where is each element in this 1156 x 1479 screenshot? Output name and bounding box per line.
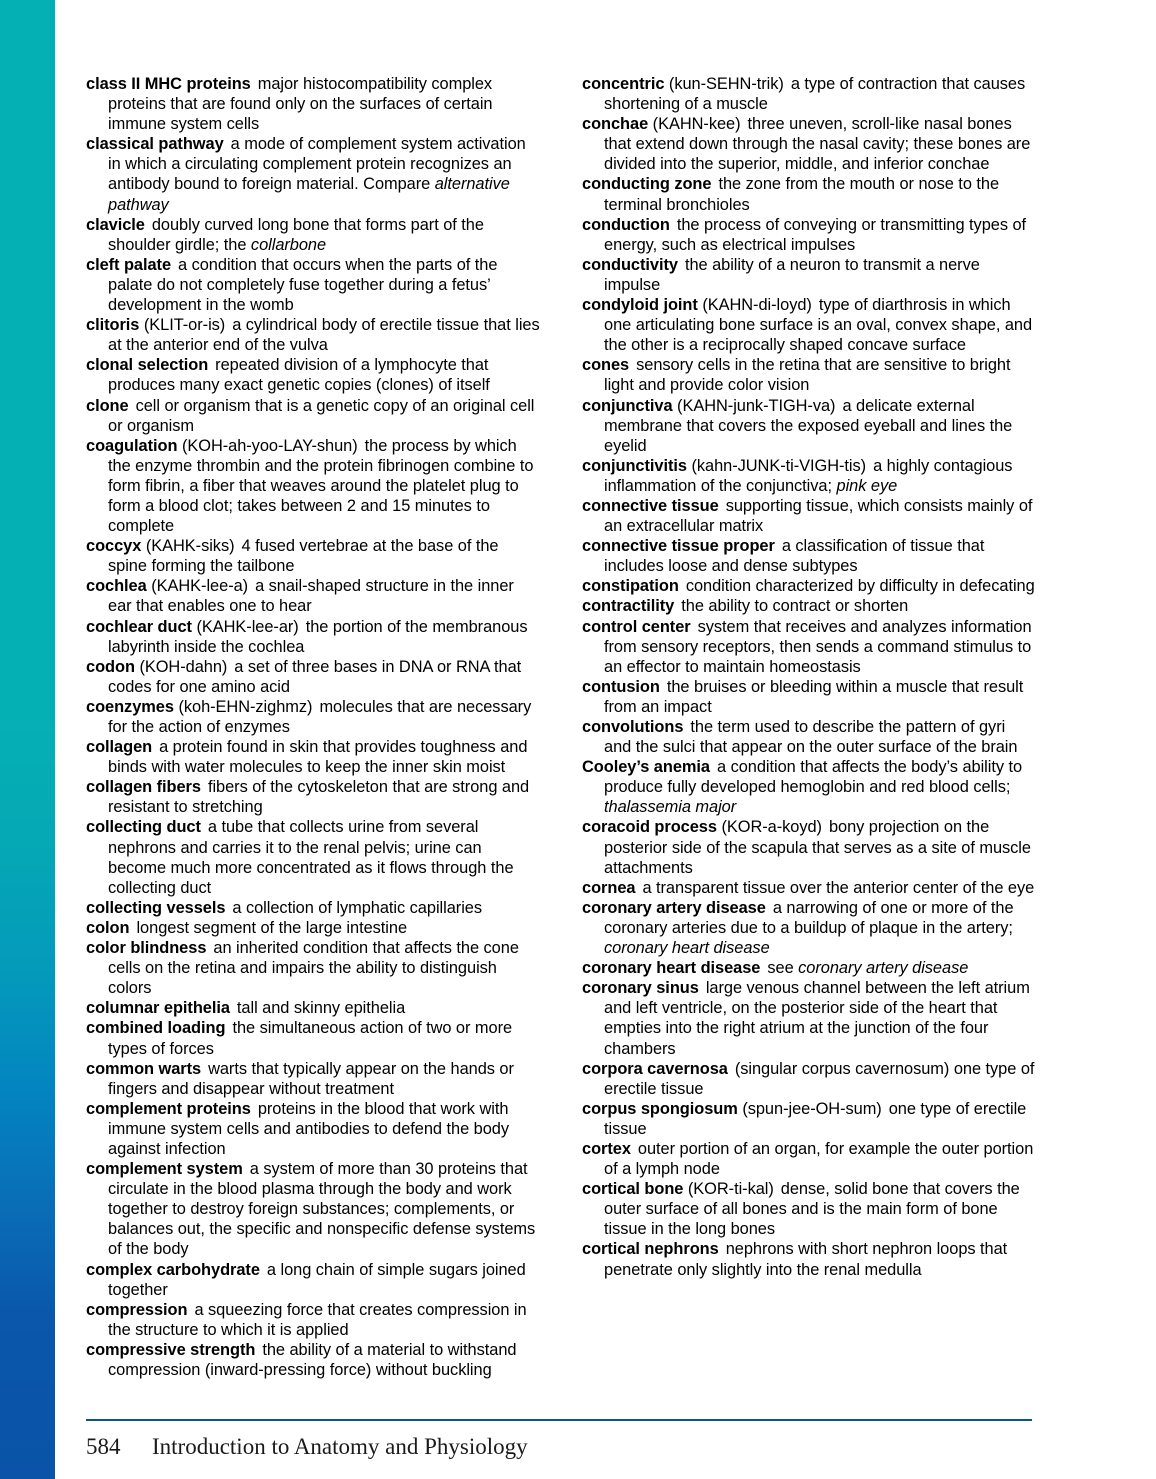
glossary-definition: a classification of tissue that includes loose and dense subtypes — [604, 537, 985, 576]
glossary-definition: a squeezing force that creates compression in the structure to which it is applied — [108, 1300, 527, 1339]
glossary-definition: a narrowing of one or more of the coronary arteries due to a buildup of plaque in the artery; — [604, 898, 1014, 937]
glossary-definition: condition characterized by difficulty in defecating — [685, 577, 1035, 596]
glossary-entry — [86, 737, 540, 777]
glossary-term: colon — [86, 918, 130, 937]
glossary-entry — [582, 978, 1036, 1058]
glossary-entry — [582, 396, 1036, 456]
glossary-entry — [582, 355, 1036, 395]
glossary-entry — [582, 596, 1036, 616]
glossary-entry — [582, 1059, 1036, 1099]
pronunciation: (KOR-ti-kal) — [687, 1180, 774, 1199]
glossary-column-right — [582, 74, 1036, 1380]
pronunciation: (KOH-dahn) — [139, 657, 228, 676]
cross-reference-term: thalassemia major — [604, 798, 737, 817]
glossary-definition: the process by which the enzyme thrombin and the protein fibrinogen combine to form fibrin, a fiber that weaves around the platelet plug to form a blood clot; takes between 2 and 15 minutes to complete — [108, 436, 534, 536]
glossary-term: coronary heart disease — [582, 959, 761, 978]
glossary-definition: a type of contraction that causes shortening of a muscle — [604, 75, 1026, 114]
glossary-definition: a cylindrical body of erectile tissue that lies at the anterior end of the vulva — [108, 316, 540, 355]
glossary-definition: outer portion of an organ, for example the outer portion of a lymph node — [604, 1139, 1034, 1179]
glossary-definition: the term used to describe the pattern of gyri and the sulci that appear on the outer surface of the brain — [604, 718, 1018, 757]
glossary-definition: three uneven, scroll-like nasal bones that extend down through the nasal cavity; these bones are divided into the superior, middle, and inferior conchae — [604, 115, 1031, 174]
pronunciation: (spun-jee-OH-sum) — [742, 1099, 882, 1118]
pronunciation: (KOH-ah-yoo-LAY-shun) — [181, 436, 358, 455]
glossary-definition: a condition that occurs when the parts of the palate do not completely fuse together during a fetus’ development in the womb — [108, 255, 498, 315]
glossary-term: clitoris — [86, 316, 140, 335]
glossary-term: clone — [86, 396, 129, 415]
pronunciation: (KLIT-or-is) — [143, 316, 226, 335]
glossary-definition: sensory cells in the retina that are sensitive to bright light and provide color vision — [604, 356, 1011, 395]
glossary-definition: a tube that collects urine from several nephrons and carries it to the renal pelvis; urine can become much more concentrated as it flows through the collecting duct — [108, 818, 514, 897]
glossary-entry — [582, 1139, 1036, 1179]
glossary-term: collagen — [86, 738, 153, 757]
page-footer — [86, 1419, 1032, 1460]
glossary-definition: (singular corpus cavernosum) one type of erectile tissue — [604, 1059, 1035, 1098]
glossary-entry — [582, 1179, 1036, 1239]
glossary-definition: one type of erectile tissue — [604, 1099, 1027, 1138]
glossary-entry — [582, 255, 1036, 295]
glossary-entry — [582, 215, 1036, 255]
glossary-entry — [582, 536, 1036, 576]
glossary-entry — [582, 898, 1036, 958]
glossary-entry — [582, 456, 1036, 496]
glossary-definition: an inherited condition that affects the cone cells on the retina and impairs the ability to distinguish colors — [108, 939, 519, 998]
glossary-term: corpus spongiosum — [582, 1099, 738, 1118]
glossary-columns — [86, 74, 1036, 1380]
pronunciation: (KAHN-di-loyd) — [702, 296, 812, 315]
glossary-term: conchae — [582, 115, 649, 134]
pronunciation: (KAHK-lee-ar) — [196, 617, 299, 636]
glossary-entry — [86, 998, 540, 1018]
glossary-entry — [582, 817, 1036, 877]
glossary-entry — [582, 757, 1036, 817]
glossary-definition: doubly curved long bone that forms part of the shoulder girdle; the — [108, 215, 484, 254]
glossary-term: control center — [582, 617, 691, 636]
glossary-entry — [86, 396, 540, 436]
glossary-term: color blindness — [86, 939, 207, 958]
glossary-term: constipation — [582, 577, 679, 596]
glossary-entry — [86, 1159, 540, 1259]
glossary-term: complement system — [86, 1160, 243, 1179]
glossary-entry — [582, 617, 1036, 677]
glossary-term: columnar epithelia — [86, 999, 230, 1018]
glossary-entry — [582, 174, 1036, 214]
glossary-definition: warts that typically appear on the hands or fingers and disappear without treatment — [108, 1059, 514, 1098]
glossary-term: cleft palate — [86, 255, 172, 274]
glossary-entry — [86, 898, 540, 918]
glossary-entry — [86, 355, 540, 395]
glossary-entry — [86, 918, 540, 938]
glossary-term: conjunctivitis — [582, 456, 687, 475]
glossary-entry — [86, 817, 540, 897]
book-title: Introduction to Anatomy and Physiology — [152, 1434, 528, 1459]
glossary-definition: a condition that affects the body’s ability to produce fully developed hemoglobin and red blood cells; — [604, 758, 1023, 797]
glossary-entry — [582, 496, 1036, 536]
pronunciation: (KAHK-siks) — [145, 537, 235, 556]
glossary-term: convolutions — [582, 718, 684, 736]
glossary-term: connective tissue — [582, 496, 719, 515]
glossary-entry — [86, 1018, 540, 1058]
glossary-entry — [582, 74, 1036, 114]
glossary-term: coronary sinus — [582, 979, 699, 998]
glossary-term: collagen fibers — [86, 778, 201, 797]
glossary-term: conjunctiva — [582, 396, 673, 415]
glossary-definition: type of diarthrosis in which one articulating bone surface is an oval, convex shape, and the other is a reciprocally shaped concave surface — [604, 296, 1033, 355]
glossary-term: conducting zone — [582, 175, 712, 194]
glossary-entry — [86, 777, 540, 817]
glossary-entry — [86, 134, 540, 214]
glossary-term: concentric — [582, 75, 665, 93]
glossary-entry — [86, 215, 540, 255]
glossary-definition: fibers of the cytoskeleton that are strong and resistant to stretching — [108, 778, 530, 817]
glossary-definition: the simultaneous action of two or more types of forces — [108, 1019, 513, 1058]
glossary-term: coronary artery disease — [582, 898, 766, 917]
glossary-term: cochlea — [86, 577, 147, 596]
glossary-term: cortical nephrons — [582, 1240, 719, 1259]
glossary-term: common warts — [86, 1059, 202, 1078]
glossary-term: coagulation — [86, 436, 178, 455]
pronunciation: (KAHN-kee) — [652, 115, 741, 134]
glossary-definition: supporting tissue, which consists mainly of an extracellular matrix — [604, 496, 1033, 536]
glossary-definition: bony projection on the posterior side of the scapula that serves as a site of muscle attachments — [604, 818, 1031, 877]
glossary-term: clonal selection — [86, 356, 209, 375]
glossary-definition: see — [767, 959, 799, 978]
glossary-entry — [86, 315, 540, 355]
glossary-entry — [582, 717, 1036, 757]
glossary-term: cortical bone — [582, 1180, 684, 1199]
glossary-term: codon — [86, 657, 135, 676]
glossary-definition: proteins in the blood that work with immune system cells and antibodies to defend the body against infection — [108, 1099, 509, 1158]
glossary-definition: the process of conveying or transmitting types of energy, such as electrical impulses — [604, 215, 1027, 254]
glossary-term: cochlear duct — [86, 617, 192, 636]
glossary-entry — [582, 576, 1036, 596]
glossary-definition: the zone from the mouth or nose to the terminal bronchioles — [604, 175, 1000, 214]
cross-reference-term: collarbone — [250, 235, 327, 254]
pronunciation: (KOR-a-koyd) — [721, 818, 822, 837]
glossary-definition: a transparent tissue over the anterior center of the eye — [642, 878, 1035, 897]
glossary-entry — [582, 295, 1036, 355]
glossary-definition: a long chain of simple sugars joined together — [108, 1260, 526, 1299]
glossary-definition: a collection of lymphatic capillaries — [232, 898, 482, 917]
footer-rule — [86, 1419, 1032, 1421]
glossary-definition: a system of more than 30 proteins that circulate in the blood plasma through the body and work together to destroy foreign substances; complements, or balances out, the specific and nonspecific defense systems of the body — [108, 1160, 536, 1259]
pronunciation: (KAHK-lee-a) — [151, 577, 249, 596]
glossary-term: coccyx — [86, 537, 142, 556]
decorative-edge-bar — [0, 0, 55, 1479]
glossary-term: compression — [86, 1300, 188, 1319]
glossary-entry — [86, 1260, 540, 1300]
glossary-definition: the bruises or bleeding within a muscle that result from an impact — [604, 677, 1024, 716]
glossary-term: Cooley’s anemia — [582, 758, 710, 777]
glossary-definition: large venous channel between the left atrium and left ventricle, on the posterior side of the heart that empties into the right atrium at the junction of the four chambers — [604, 979, 1030, 1058]
glossary-entry — [86, 1300, 540, 1340]
glossary-entry — [582, 958, 1036, 978]
glossary-entry — [86, 617, 540, 657]
glossary-entry — [86, 1059, 540, 1099]
glossary-definition: major histocompatibility complex proteins that are found only on the surfaces of certain immune system cells — [108, 75, 493, 134]
glossary-definition: cell or organism that is a genetic copy of an original cell or organism — [108, 396, 535, 435]
glossary-term: combined loading — [86, 1019, 226, 1038]
cross-reference-term: pink eye — [836, 476, 898, 495]
glossary-definition: dense, solid bone that covers the outer surface of all bones and is the main form of bone tissue in the long bones — [604, 1180, 1020, 1239]
pronunciation: (KAHN-junk-TIGH-va) — [677, 396, 836, 415]
glossary-definition: a protein found in skin that provides toughness and binds with water molecules to keep the inner skin moist — [108, 738, 528, 777]
glossary-entry — [86, 74, 540, 134]
glossary-entry — [582, 1099, 1036, 1139]
page-number: 584 — [86, 1434, 121, 1459]
glossary-term: classical pathway — [86, 135, 224, 154]
glossary-entry — [582, 878, 1036, 898]
glossary-entry — [86, 255, 540, 315]
glossary-term: compressive strength — [86, 1340, 256, 1359]
glossary-definition: a delicate external membrane that covers the exposed eyeball and lines the eyelid — [604, 396, 1013, 455]
glossary-term: complex carbohydrate — [86, 1260, 260, 1279]
glossary-definition: a mode of complement system activation in which a circulating complement protein recognizes an antibody bound to foreign material. Compare — [108, 135, 526, 194]
glossary-term: connective tissue proper — [582, 537, 775, 556]
cross-reference-term: alternative pathway — [108, 175, 510, 214]
glossary-term: coenzymes — [86, 697, 174, 716]
glossary-term: condyloid joint — [582, 296, 698, 315]
glossary-definition: a highly contagious inflammation of the conjunctiva; — [604, 456, 1013, 495]
glossary-term: cones — [582, 356, 630, 375]
glossary-definition: longest segment of the large intestine — [136, 918, 408, 937]
glossary-definition: 4 fused vertebrae at the base of the spine forming the tailbone — [108, 537, 499, 576]
glossary-entry — [86, 536, 540, 576]
glossary-term: conduction — [582, 215, 670, 234]
glossary-column-left — [86, 74, 540, 1380]
cross-reference-term: coronary heart disease — [604, 939, 770, 958]
glossary-term: contusion — [582, 677, 660, 696]
pronunciation: (koh-EHN-zighmz) — [178, 697, 313, 716]
glossary-entry — [582, 114, 1036, 174]
glossary-entry — [582, 1239, 1036, 1279]
glossary-entry — [86, 1340, 540, 1380]
glossary-entry — [86, 576, 540, 616]
glossary-definition: tall and skinny epithelia — [236, 999, 406, 1018]
glossary-entry — [582, 677, 1036, 717]
pronunciation: (kun-SEHN-trik) — [668, 75, 784, 93]
footer-text — [86, 1434, 1032, 1460]
glossary-definition: nephrons with short nephron loops that penetrate only slightly into the renal medulla — [604, 1240, 1008, 1279]
glossary-entry — [86, 436, 540, 536]
glossary-definition: system that receives and analyzes information from sensory receptors, then sends a command stimulus to an effector to maintain homeostasis — [604, 617, 1032, 676]
glossary-term: clavicle — [86, 215, 145, 234]
glossary-entry — [86, 1099, 540, 1159]
glossary-definition: the portion of the membranous labyrinth inside the cochlea — [108, 617, 528, 656]
glossary-term: corpora cavernosa — [582, 1059, 728, 1078]
glossary-definition: the ability of a material to withstand compression (inward-pressing force) without buckling — [108, 1340, 517, 1379]
glossary-term: class II MHC proteins — [86, 75, 251, 93]
glossary-term: complement proteins — [86, 1099, 251, 1118]
glossary-entry — [86, 697, 540, 737]
glossary-term: coracoid process — [582, 818, 717, 837]
pronunciation: (kahn-JUNK-ti-VIGH-tis) — [691, 456, 867, 475]
glossary-term: cornea — [582, 878, 636, 897]
cross-reference-term: coronary artery disease — [798, 959, 969, 978]
glossary-definition: the ability to contract or shorten — [681, 597, 909, 616]
glossary-term: cortex — [582, 1139, 631, 1158]
glossary-term: contractility — [582, 597, 675, 616]
glossary-definition: repeated division of a lymphocyte that produces many exact genetic copies (clones) of itself — [108, 356, 490, 395]
glossary-definition: molecules that are necessary for the action of enzymes — [108, 697, 532, 736]
glossary-term: conductivity — [582, 255, 678, 274]
glossary-definition: a set of three bases in DNA or RNA that codes for one amino acid — [108, 657, 522, 696]
glossary-term: collecting vessels — [86, 898, 226, 917]
glossary-term: collecting duct — [86, 818, 201, 837]
glossary-definition: the ability of a neuron to transmit a nerve impulse — [604, 255, 980, 294]
glossary-entry — [86, 938, 540, 998]
glossary-entry — [86, 657, 540, 697]
glossary-definition: a snail-shaped structure in the inner ear that enables one to hear — [108, 577, 514, 616]
